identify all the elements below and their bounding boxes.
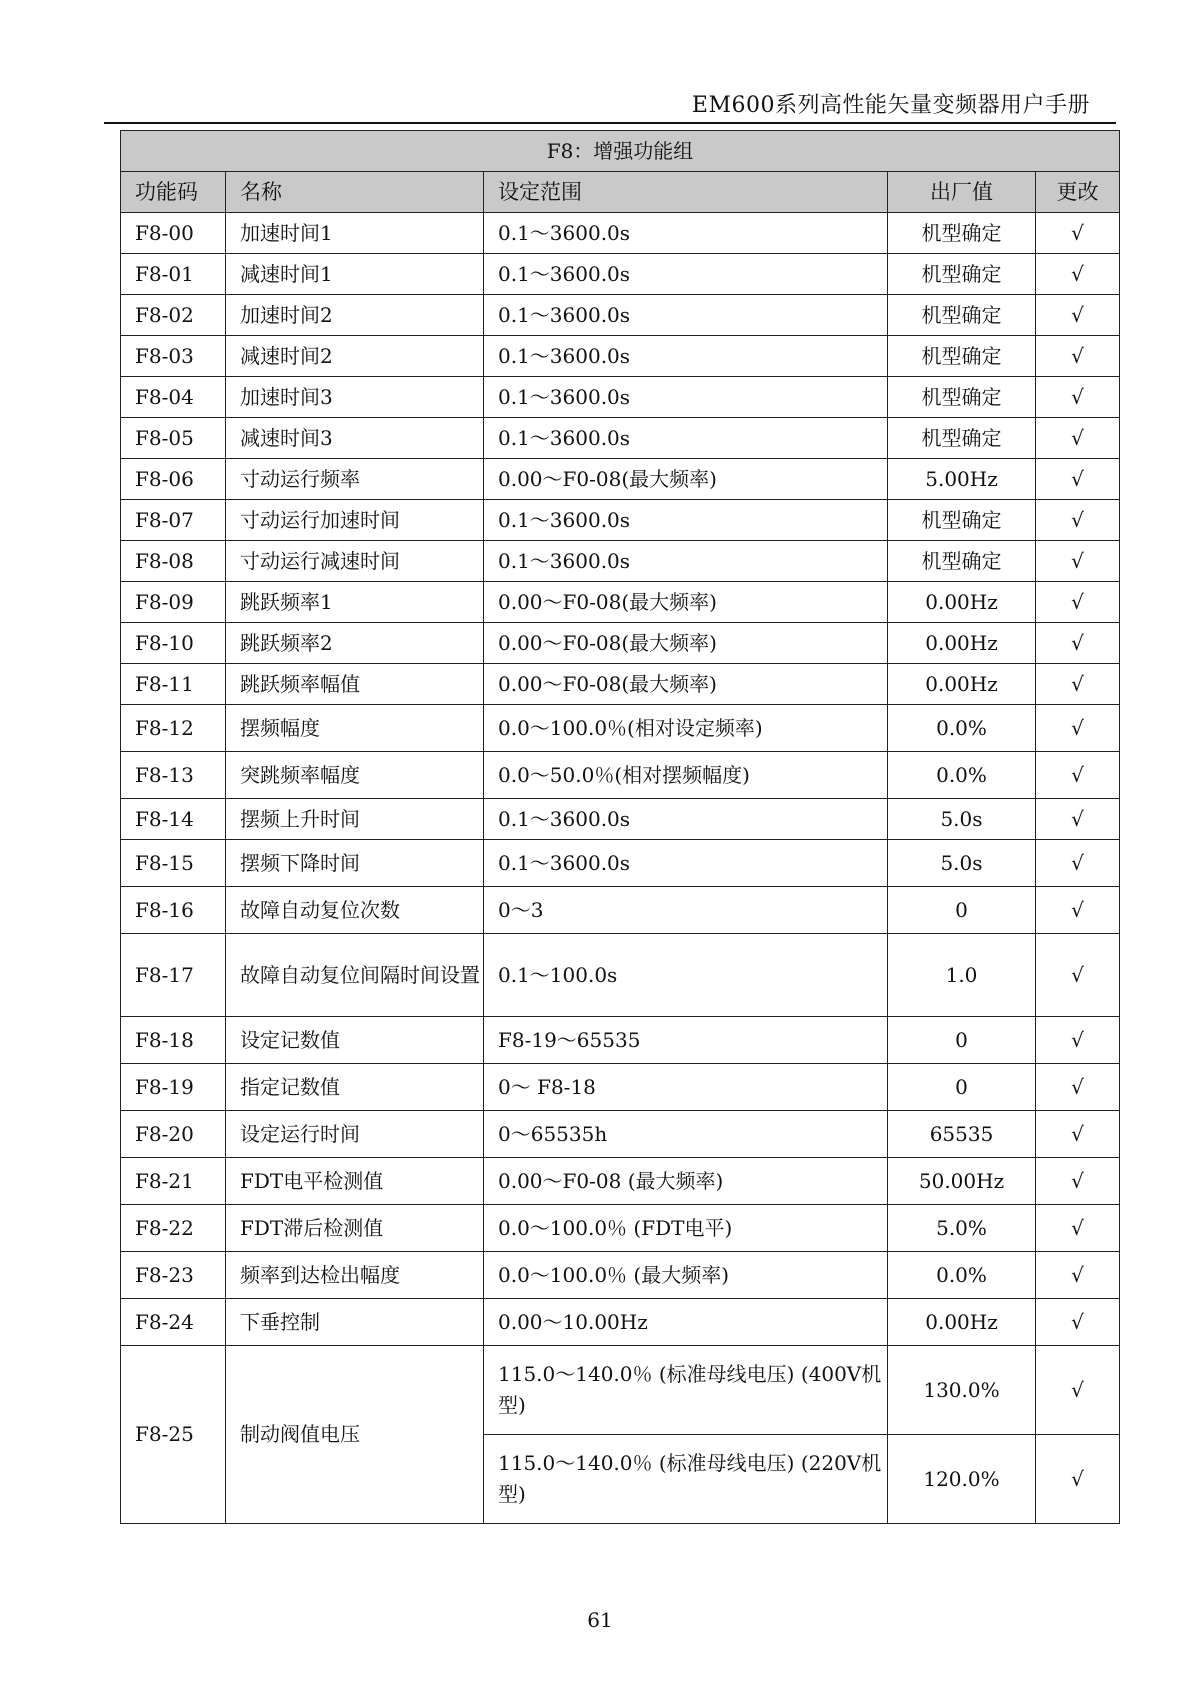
table-row bbox=[121, 582, 1120, 623]
param-code: F8-10 bbox=[121, 623, 226, 664]
param-code: F8-17 bbox=[121, 934, 226, 1017]
param-default: 0 bbox=[888, 1064, 1036, 1111]
parameter-table bbox=[120, 130, 1120, 1524]
table-row bbox=[121, 1017, 1120, 1064]
param-change: √ bbox=[1036, 1346, 1120, 1435]
table-row bbox=[121, 705, 1120, 752]
param-change: √ bbox=[1036, 1064, 1120, 1111]
table-row bbox=[121, 541, 1120, 582]
table-row bbox=[121, 752, 1120, 799]
param-name: 摆频上升时间 bbox=[226, 799, 484, 840]
param-code: F8-22 bbox=[121, 1205, 226, 1252]
param-code: F8-03 bbox=[121, 336, 226, 377]
table-row bbox=[121, 664, 1120, 705]
param-range: 0.00～F0-08(最大频率) bbox=[484, 623, 888, 664]
param-code: F8-14 bbox=[121, 799, 226, 840]
param-change: √ bbox=[1036, 295, 1120, 336]
param-range: 0.00～F0-08 (最大频率) bbox=[484, 1158, 888, 1205]
param-range: 0.1～3600.0s bbox=[484, 295, 888, 336]
param-name: 摆频下降时间 bbox=[226, 840, 484, 887]
param-range: 0～3 bbox=[484, 887, 888, 934]
param-name: 寸动运行减速时间 bbox=[226, 541, 484, 582]
column-header-range: 设定范围 bbox=[484, 172, 888, 213]
param-change: √ bbox=[1036, 934, 1120, 1017]
table-row bbox=[121, 1064, 1120, 1111]
table-row bbox=[121, 295, 1120, 336]
group-title: F8：增强功能组 bbox=[121, 131, 1120, 172]
param-code: F8-06 bbox=[121, 459, 226, 500]
param-name: 加速时间3 bbox=[226, 377, 484, 418]
param-name: 寸动运行频率 bbox=[226, 459, 484, 500]
param-change: √ bbox=[1036, 336, 1120, 377]
param-name: 跳跃频率幅值 bbox=[226, 664, 484, 705]
page-number: 61 bbox=[587, 1608, 613, 1632]
param-code: F8-08 bbox=[121, 541, 226, 582]
param-name: 故障自动复位次数 bbox=[226, 887, 484, 934]
param-default: 130.0% bbox=[888, 1346, 1036, 1435]
param-code: F8-19 bbox=[121, 1064, 226, 1111]
param-default: 机型确定 bbox=[888, 377, 1036, 418]
param-change: √ bbox=[1036, 840, 1120, 887]
param-change: √ bbox=[1036, 705, 1120, 752]
param-range: 115.0～140.0％ (标准母线电压) (400V机型) bbox=[484, 1346, 888, 1435]
table-row bbox=[121, 1346, 1120, 1435]
param-name: 加速时间1 bbox=[226, 213, 484, 254]
column-header-name: 名称 bbox=[226, 172, 484, 213]
param-default: 0.0% bbox=[888, 752, 1036, 799]
param-default: 机型确定 bbox=[888, 336, 1036, 377]
param-name: 突跳频率幅度 bbox=[226, 752, 484, 799]
table-row bbox=[121, 1205, 1120, 1252]
param-range: 115.0～140.0％ (标准母线电压) (220V机型) bbox=[484, 1435, 888, 1524]
param-default: 0 bbox=[888, 1017, 1036, 1064]
param-default: 50.00Hz bbox=[888, 1158, 1036, 1205]
param-range: 0.1～100.0s bbox=[484, 934, 888, 1017]
param-name: 制动阀值电压 bbox=[226, 1346, 484, 1524]
param-change: √ bbox=[1036, 213, 1120, 254]
param-default: 机型确定 bbox=[888, 295, 1036, 336]
param-range: 0.0～100.0％ (FDT电平) bbox=[484, 1205, 888, 1252]
table-row bbox=[121, 213, 1120, 254]
param-name: 摆频幅度 bbox=[226, 705, 484, 752]
table-row bbox=[121, 254, 1120, 295]
param-default: 0.0% bbox=[888, 705, 1036, 752]
table-row bbox=[121, 799, 1120, 840]
param-code: F8-21 bbox=[121, 1158, 226, 1205]
param-default: 机型确定 bbox=[888, 418, 1036, 459]
param-code: F8-15 bbox=[121, 840, 226, 887]
param-default: 0 bbox=[888, 887, 1036, 934]
param-name: 下垂控制 bbox=[226, 1299, 484, 1346]
param-default: 0.00Hz bbox=[888, 623, 1036, 664]
table-row bbox=[121, 1111, 1120, 1158]
param-name: 设定记数值 bbox=[226, 1017, 484, 1064]
param-name: 频率到达检出幅度 bbox=[226, 1252, 484, 1299]
param-default: 机型确定 bbox=[888, 213, 1036, 254]
param-code: F8-13 bbox=[121, 752, 226, 799]
table-row bbox=[121, 418, 1120, 459]
group-title-row bbox=[121, 131, 1120, 172]
param-code: F8-20 bbox=[121, 1111, 226, 1158]
param-code: F8-01 bbox=[121, 254, 226, 295]
param-range: 0.00～F0-08(最大频率) bbox=[484, 459, 888, 500]
param-range: F8-19～65535 bbox=[484, 1017, 888, 1064]
param-name: 加速时间2 bbox=[226, 295, 484, 336]
param-change: √ bbox=[1036, 541, 1120, 582]
column-header-default: 出厂值 bbox=[888, 172, 1036, 213]
param-range: 0.0～50.0％(相对摆频幅度) bbox=[484, 752, 888, 799]
param-range: 0.1～3600.0s bbox=[484, 254, 888, 295]
param-change: √ bbox=[1036, 1299, 1120, 1346]
param-range: 0.00～10.00Hz bbox=[484, 1299, 888, 1346]
param-change: √ bbox=[1036, 1435, 1120, 1524]
param-code: F8-24 bbox=[121, 1299, 226, 1346]
param-change: √ bbox=[1036, 799, 1120, 840]
table-row bbox=[121, 459, 1120, 500]
param-range: 0.1～3600.0s bbox=[484, 418, 888, 459]
param-change: √ bbox=[1036, 254, 1120, 295]
param-name: 指定记数值 bbox=[226, 1064, 484, 1111]
param-default: 5.00Hz bbox=[888, 459, 1036, 500]
param-code: F8-18 bbox=[121, 1017, 226, 1064]
param-code: F8-04 bbox=[121, 377, 226, 418]
column-header-row bbox=[121, 172, 1120, 213]
table-row bbox=[121, 377, 1120, 418]
table-row bbox=[121, 1299, 1120, 1346]
manual-title: EM600系列高性能矢量变频器用户手册 bbox=[691, 93, 1090, 118]
param-default: 0.00Hz bbox=[888, 1299, 1036, 1346]
param-range: 0～ F8-18 bbox=[484, 1064, 888, 1111]
param-name: FDT滞后检测值 bbox=[226, 1205, 484, 1252]
param-range: 0.1～3600.0s bbox=[484, 336, 888, 377]
param-name: FDT电平检测值 bbox=[226, 1158, 484, 1205]
param-change: √ bbox=[1036, 1252, 1120, 1299]
param-range: 0.1～3600.0s bbox=[484, 213, 888, 254]
param-name: 跳跃频率2 bbox=[226, 623, 484, 664]
param-range: 0～65535h bbox=[484, 1111, 888, 1158]
param-range: 0.1～3600.0s bbox=[484, 799, 888, 840]
param-range: 0.1～3600.0s bbox=[484, 840, 888, 887]
param-name: 减速时间3 bbox=[226, 418, 484, 459]
param-change: √ bbox=[1036, 1111, 1120, 1158]
param-code: F8-23 bbox=[121, 1252, 226, 1299]
table-row bbox=[121, 840, 1120, 887]
param-code: F8-00 bbox=[121, 213, 226, 254]
param-change: √ bbox=[1036, 887, 1120, 934]
table-row bbox=[121, 623, 1120, 664]
param-range: 0.0～100.0％ (最大频率) bbox=[484, 1252, 888, 1299]
param-range: 0.00～F0-08(最大频率) bbox=[484, 582, 888, 623]
param-change: √ bbox=[1036, 752, 1120, 799]
header-rule bbox=[104, 122, 1116, 124]
param-name: 减速时间2 bbox=[226, 336, 484, 377]
param-change: √ bbox=[1036, 418, 1120, 459]
param-name: 跳跃频率1 bbox=[226, 582, 484, 623]
table-row bbox=[121, 1158, 1120, 1205]
param-default: 5.0s bbox=[888, 840, 1036, 887]
table-row bbox=[121, 336, 1120, 377]
param-range: 0.1～3600.0s bbox=[484, 541, 888, 582]
param-code: F8-25 bbox=[121, 1346, 226, 1524]
param-default: 0.00Hz bbox=[888, 664, 1036, 705]
param-name: 寸动运行加速时间 bbox=[226, 500, 484, 541]
param-code: F8-02 bbox=[121, 295, 226, 336]
param-code: F8-16 bbox=[121, 887, 226, 934]
column-header-change: 更改 bbox=[1036, 172, 1120, 213]
table-row bbox=[121, 934, 1120, 1017]
param-name: 设定运行时间 bbox=[226, 1111, 484, 1158]
param-range: 0.1～3600.0s bbox=[484, 500, 888, 541]
param-default: 120.0% bbox=[888, 1435, 1036, 1524]
param-name: 减速时间1 bbox=[226, 254, 484, 295]
param-default: 5.0% bbox=[888, 1205, 1036, 1252]
param-change: √ bbox=[1036, 500, 1120, 541]
param-change: √ bbox=[1036, 1158, 1120, 1205]
param-code: F8-11 bbox=[121, 664, 226, 705]
param-change: √ bbox=[1036, 1017, 1120, 1064]
param-code: F8-09 bbox=[121, 582, 226, 623]
param-code: F8-12 bbox=[121, 705, 226, 752]
param-change: √ bbox=[1036, 459, 1120, 500]
param-default: 0.0% bbox=[888, 1252, 1036, 1299]
column-header-code: 功能码 bbox=[121, 172, 226, 213]
param-change: √ bbox=[1036, 664, 1120, 705]
param-code: F8-07 bbox=[121, 500, 226, 541]
table-row bbox=[121, 887, 1120, 934]
param-default: 5.0s bbox=[888, 799, 1036, 840]
param-range: 0.0～100.0％(相对设定频率) bbox=[484, 705, 888, 752]
param-range: 0.1～3600.0s bbox=[484, 377, 888, 418]
param-default: 1.0 bbox=[888, 934, 1036, 1017]
param-range: 0.00～F0-08(最大频率) bbox=[484, 664, 888, 705]
table-row bbox=[121, 500, 1120, 541]
param-name: 故障自动复位间隔时间设置 bbox=[226, 934, 484, 1017]
param-default: 机型确定 bbox=[888, 500, 1036, 541]
param-change: √ bbox=[1036, 1205, 1120, 1252]
param-code: F8-05 bbox=[121, 418, 226, 459]
param-change: √ bbox=[1036, 623, 1120, 664]
param-change: √ bbox=[1036, 377, 1120, 418]
param-default: 机型确定 bbox=[888, 541, 1036, 582]
param-change: √ bbox=[1036, 582, 1120, 623]
param-default: 机型确定 bbox=[888, 254, 1036, 295]
param-default: 65535 bbox=[888, 1111, 1036, 1158]
param-default: 0.00Hz bbox=[888, 582, 1036, 623]
table-row bbox=[121, 1252, 1120, 1299]
